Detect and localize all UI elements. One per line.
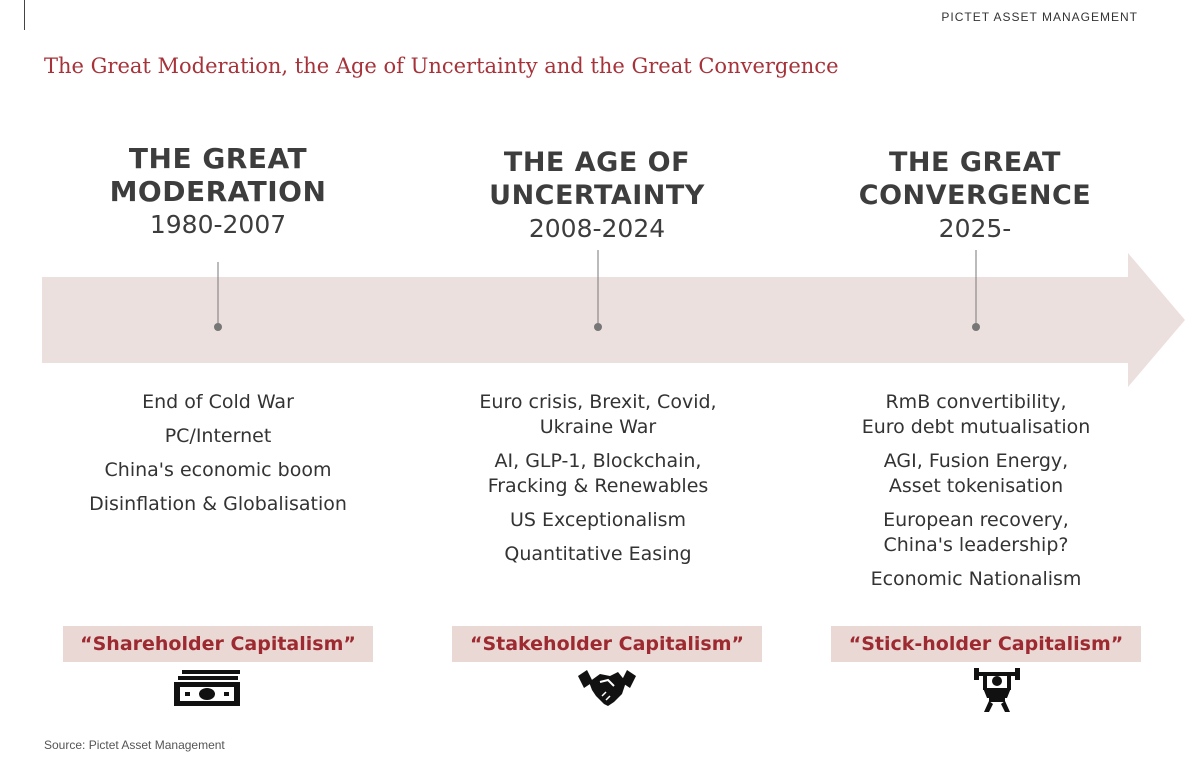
driver-item: RmB convertibility, Euro debt mutualisation bbox=[861, 391, 1091, 438]
timeline-arrow-body bbox=[42, 253, 1185, 387]
driver-item: US Exceptionalism bbox=[509, 509, 687, 531]
driver-item: End of Cold War bbox=[142, 391, 294, 413]
source-note: Source: Pictet Asset Management bbox=[44, 738, 225, 752]
driver-item: Quantitative Easing bbox=[504, 543, 692, 565]
driver-item: Euro crisis, Brexit, Covid, Ukraine War bbox=[479, 391, 717, 438]
page-title: The Great Moderation, the Age of Uncertainty and the Great Convergence bbox=[44, 54, 839, 78]
money-bill-icon bbox=[172, 668, 244, 708]
era-years: 2008-2024 bbox=[528, 214, 666, 243]
era-marker-dot-2 bbox=[594, 323, 602, 331]
era-1-drivers bbox=[28, 390, 408, 526]
era-name: THE GREAT CONVERGENCE bbox=[858, 147, 1092, 211]
driver-item: PC/Internet bbox=[164, 425, 272, 447]
era-marker-dot-1 bbox=[214, 323, 222, 331]
era-age-of-uncertainty bbox=[417, 146, 777, 246]
capitalism-label: “Stakeholder Capitalism” bbox=[452, 626, 762, 662]
driver-item: AGI, Fusion Energy, Asset tokenisation bbox=[883, 450, 1069, 497]
handshake-icon bbox=[578, 668, 636, 710]
driver-item: European recovery, China's leadership? bbox=[883, 509, 1069, 556]
era-name: THE AGE OF UNCERTAINTY bbox=[489, 147, 705, 211]
era-name: THE GREAT MODERATION bbox=[109, 142, 327, 208]
era-3-drivers bbox=[786, 390, 1166, 601]
brand-label: PICTET ASSET MANAGEMENT bbox=[941, 10, 1138, 24]
driver-item: China's economic boom bbox=[104, 459, 332, 481]
weightlifter-icon bbox=[972, 668, 1022, 714]
capitalism-label: “Stick-holder Capitalism” bbox=[831, 626, 1141, 662]
driver-item: Economic Nationalism bbox=[870, 568, 1082, 590]
era-marker-dot-3 bbox=[972, 323, 980, 331]
era-great-convergence bbox=[795, 146, 1155, 246]
era-2-drivers bbox=[408, 390, 788, 576]
capitalism-label: “Shareholder Capitalism” bbox=[63, 626, 373, 662]
era-years: 1980-2007 bbox=[149, 210, 287, 239]
driver-item: AI, GLP-1, Blockchain, Fracking & Renewables bbox=[487, 450, 709, 497]
era-years: 2025- bbox=[938, 214, 1012, 243]
driver-item: Disinflation & Globalisation bbox=[89, 493, 347, 515]
era-great-moderation bbox=[38, 142, 398, 242]
